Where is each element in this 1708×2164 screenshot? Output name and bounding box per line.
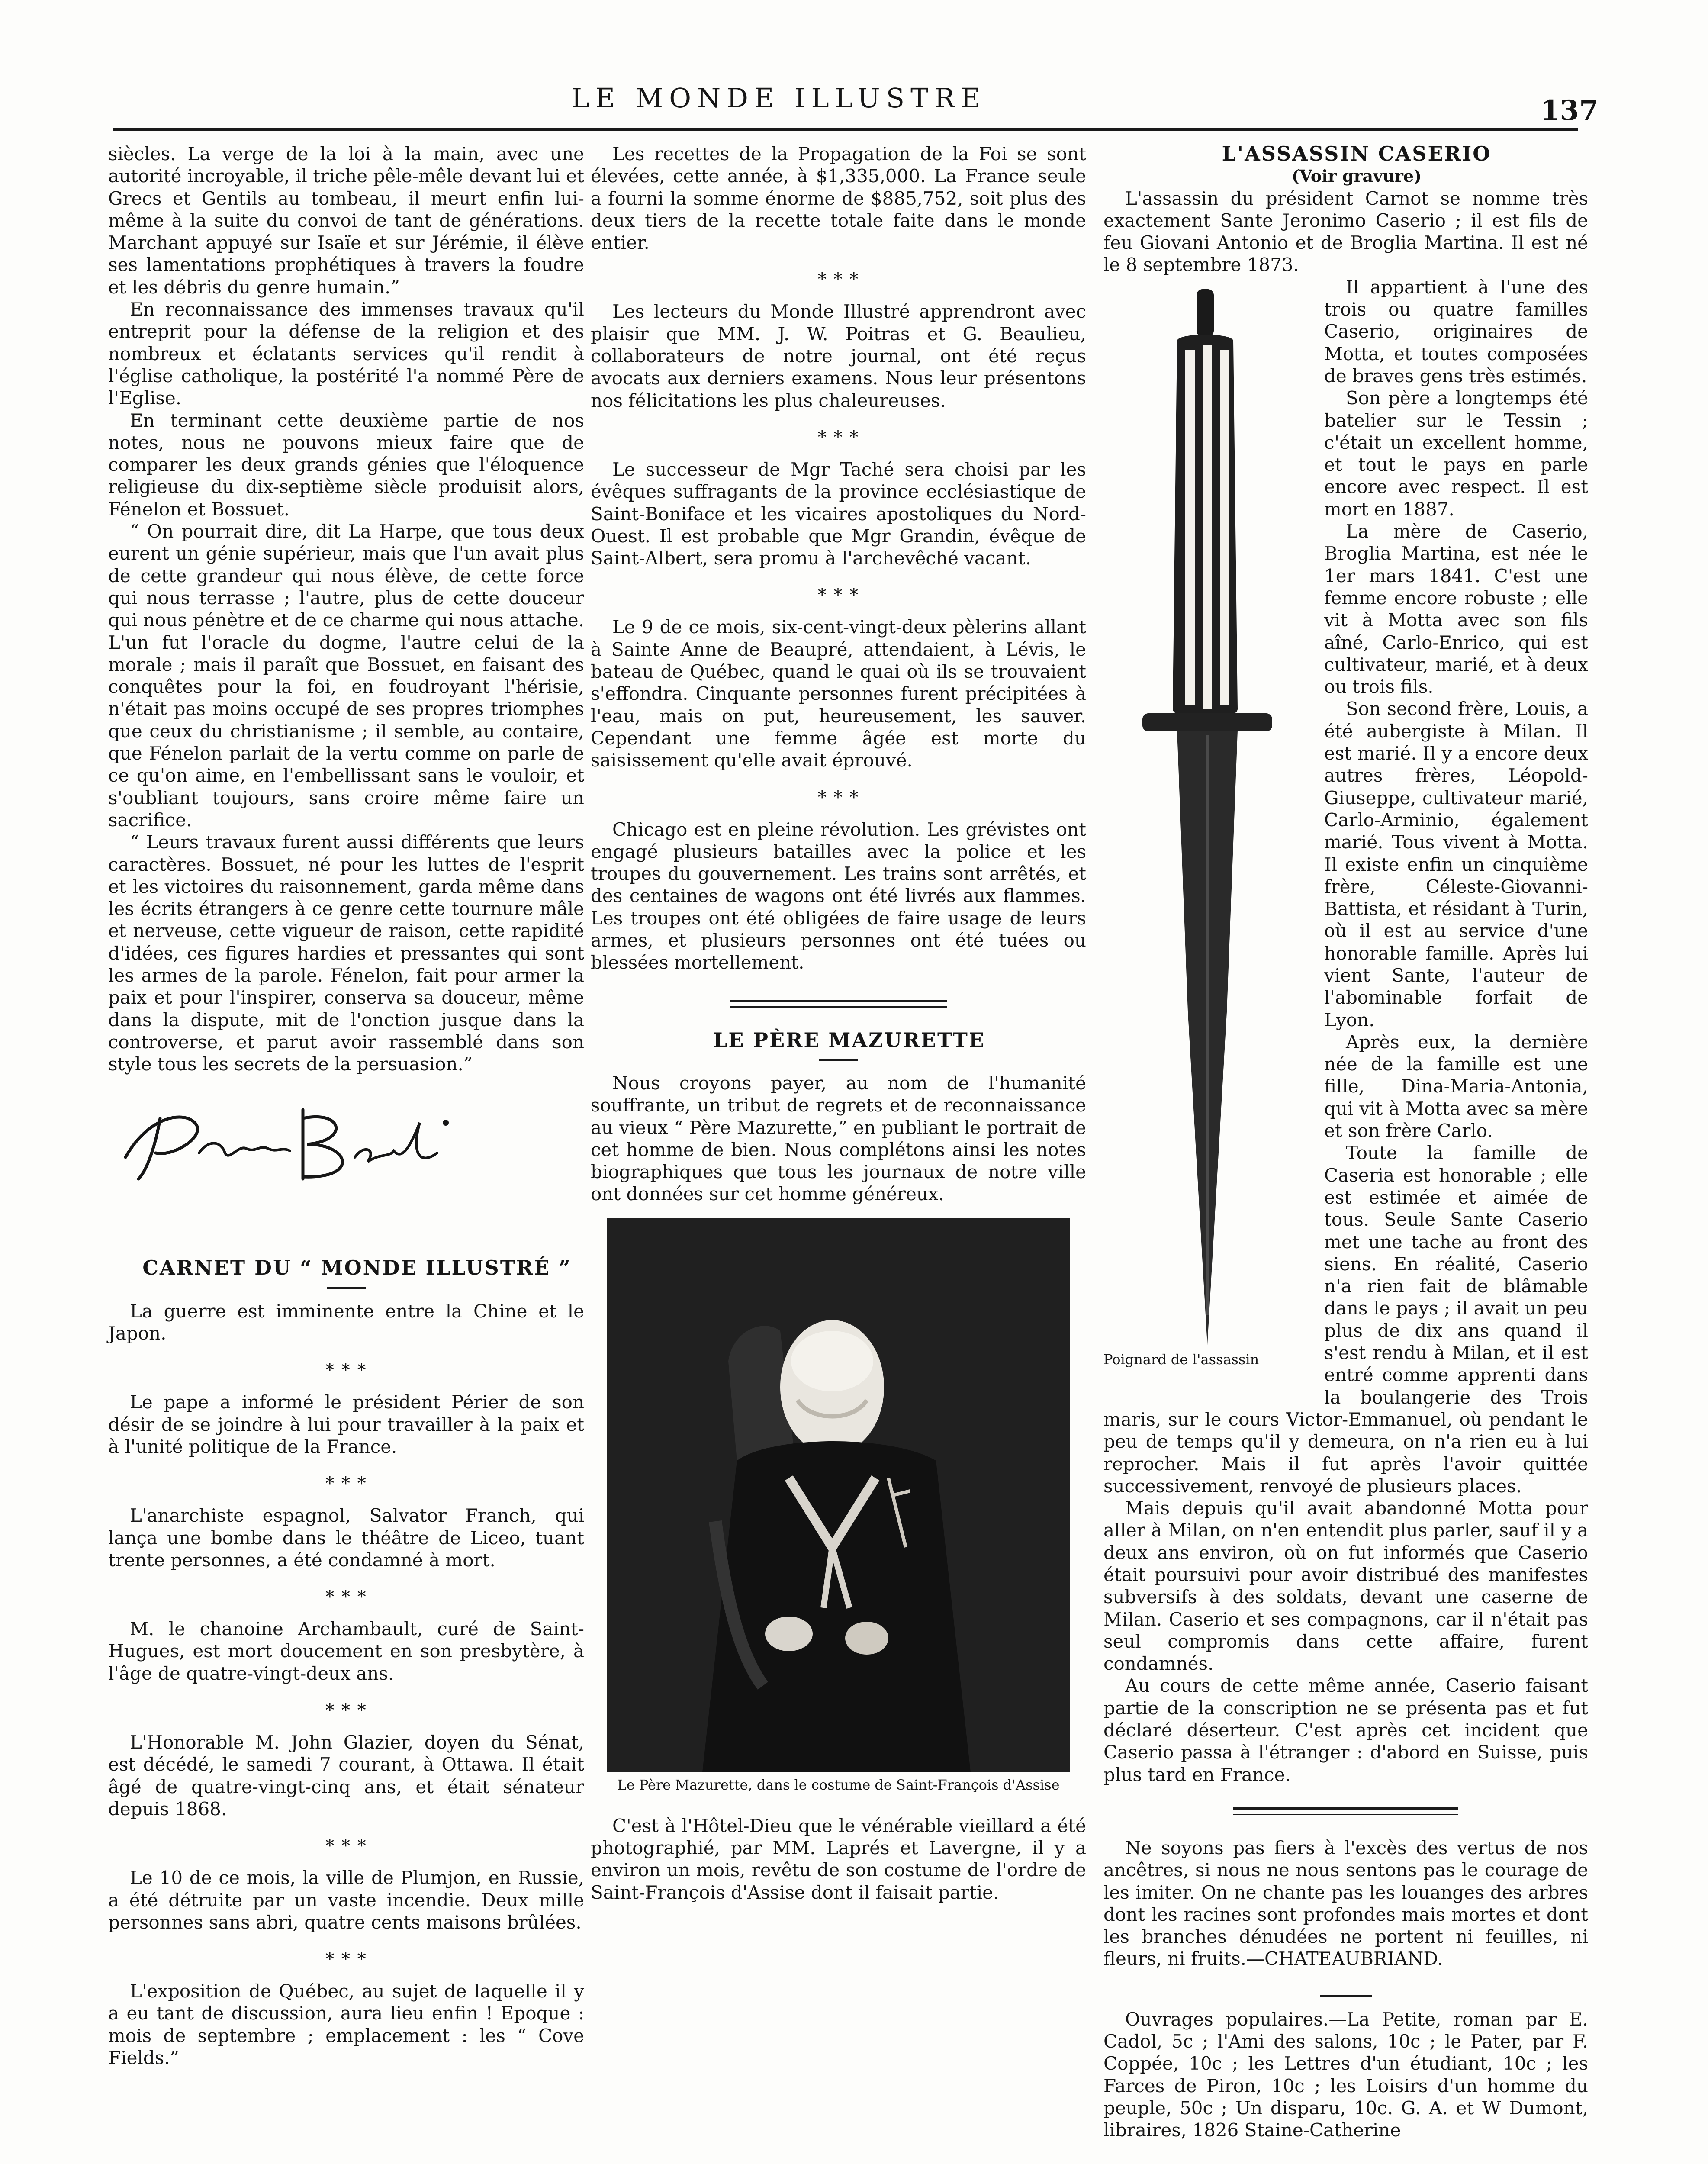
signature: [108, 1092, 584, 1192]
section-divider: [730, 1000, 947, 1008]
asterism: * * *: [325, 1587, 367, 1607]
column-2: [591, 143, 1086, 1903]
news-item: Les recettes de la Propagation de la Foi se sont élevées, cette année, à $1,335,000. La France seule a fourni la somme énorme de $885,752, soit plus des deux tiers de la recette totale faite dans le monde entier.: [591, 143, 1086, 254]
news-item: Chicago est en pleine révolution. Les grévistes ont engagé plusieurs batailles avec la police et les troupes du gouvernement. Les trains sont arrêtés, et des centaines de wagons ont été livrés aux flammes. Les troupes ont été obligées de faire usage de leurs armes, et plusieurs personnes ont été tuées ou blessées mortellement.: [591, 818, 1086, 973]
page-number: 137: [1541, 94, 1599, 127]
carnet-item: Le pape a informé le président Périer de son désir de se joindre à lui pour travailler à la paix et à l'unité politique de la France.: [108, 1391, 584, 1457]
divider: [327, 1287, 366, 1289]
chateaubriand-quote: Ne soyons pas fiers à l'excès des vertus de nos ancêtres, si nous ne nous sentons pas le courage de les imiter. On ne chante pas les louanges des arbres dont les racines sont profondes mais mortes et dont les branches dénudées ne portent ni feuilles, ni fleurs, ni fruits.—CHATEAUBRIAND.: [1103, 1837, 1588, 1970]
asterism: * * *: [325, 1836, 367, 1856]
header-rule: [113, 128, 1578, 131]
asterism: * * *: [817, 270, 859, 290]
running-title: LE MONDE ILLUSTRE: [571, 82, 987, 114]
photo-caption: Le Père Mazurette, dans le costume de Saint-François d'Assise: [617, 1776, 1060, 1793]
article-paragraph: Son second frère, Louis, a été aubergiste à Milan. Il est marié. Il y a encore deux autres frères, Léopold-Giuseppe, cultivateur marié, Carlo-Arminio, également marié. Tous vivent à Motta. Il existe enfin un cinquième frère, Céleste-Giovanni-Battista, et résidant à Turin, où il est au service d'une honorable famille. Après lui vient Sante, l'auteur de l'abominable forfait de Lyon.: [1324, 698, 1588, 1030]
article-paragraph: Au cours de cette même année, Caserio faisant partie de la conscription ne se présenta pas et fut déclaré déserteur. C'est après cet incident que Caserio passa à l'étranger : d'abord en Suisse, puis plus tard en France.: [1103, 1675, 1588, 1785]
mazurette-heading: LE PÈRE MAZURETTE: [713, 1028, 985, 1052]
section-divider: [1233, 1807, 1458, 1815]
column-3: [1103, 143, 1588, 2141]
carnet-item: Le 10 de ce mois, la ville de Plumjon, en Russie, a été détruite par un vaste incendie. Deux mille personnes sans abri, quatre cents maisons brûlées.: [108, 1867, 584, 1933]
article-paragraph: Son père a longtemps été batelier sur le Tessin ; c'était un excellent homme, et tout le pays en parle encore avec respect. Il est mort en 1887.: [1324, 387, 1588, 520]
dagger-icon: [1103, 276, 1316, 1358]
asterism: * * *: [325, 1360, 367, 1381]
dagger-caption: Poignard de l'assassin: [1103, 1351, 1259, 1368]
signature-graphic: [108, 1092, 454, 1192]
article-paragraph: Après eux, la dernière née de la famille est une fille, Dina-Maria-Antonia, qui vit à Motta avec sa mère et son frère Carlo.: [1324, 1031, 1588, 1142]
asterism: * * *: [325, 1949, 367, 1970]
asterism: * * *: [325, 1700, 367, 1721]
divider: [1320, 1995, 1372, 1997]
asterism: * * *: [325, 1474, 367, 1494]
carnet-item: L'exposition de Québec, au sujet de laquelle il y a eu tant de discussion, aura lieu enfin ! Epoque : mois de septembre ; emplacement : les “ Cove Fields.”: [108, 1980, 584, 2068]
article-paragraph: En reconnaissance des immenses travaux qu'il entreprit pour la défense de la religion et des nombreux et éclatants services qu'il rendit à l'église catholique, la postérité l'a nommé Père de l'Eglise.: [108, 299, 584, 409]
asterism: * * *: [817, 787, 859, 808]
news-item: Le successeur de Mgr Taché sera choisi par les évêques suffragants de la province ecclésiastique de Saint-Boniface et les vicaires apostoliques du Nord-Ouest. Il est probable que Mgr Grandin, évêque de Saint-Albert, sera promu à l'archevêché vacant.: [591, 458, 1086, 569]
carnet-item: L'Honorable M. John Glazier, doyen du Sénat, est décédé, le samedi 7 courant, à Ottawa. Il était âgé de quatre-vingt-cinq ans, et était sénateur depuis 1868.: [108, 1732, 584, 1819]
column-1: [108, 143, 584, 2069]
portrait-photo: [607, 1218, 1070, 1772]
article-paragraph: En terminant cette deuxième partie de nos notes, nous ne pouvons mieux faire que de comparer les deux grands génies que l'éloquence religieuse du dix-septième siècle produisit alors, Fénelon et Bossuet.: [108, 409, 584, 520]
asterism: * * *: [817, 585, 859, 605]
article-paragraph: “ Leurs travaux furent aussi différents que leurs caractères. Bossuet, né pour les luttes de l'esprit et les victoires du raisonnement, garda même dans les écrits étrangers à ce genre cette tournure mâle et nerveuse, cette vigueur de raison, cette rapidité d'idées, ces figures hardies et pressantes qui sont les armes de la parole. Fénelon, fait pour armer la paix et pour l'inspirer, conserva sa douceur, même dans la dispute, mit de l'onction jusque dans la controverse, et parut avoir rassemblé dans son style tous les secrets de la persuasion.”: [108, 831, 584, 1075]
article-paragraph: “ On pourrait dire, dit La Harpe, que tous deux eurent un génie supérieur, mais que l'un avait plus de cette grandeur qui nous élève, de cette force qui nous terrasse ; l'autre, plus de cette douceur qui nous pénètre et de ce charme qui nous attache. L'un fut l'oracle du dogme, l'autre celui de la morale ; mais il paraît que Bossuet, en faisant des conquêtes pour la foi, en foudroyant l'hérisie, n'était pas moins occupé de ses propres triomphes que ceux du christianisme ; il semble, au contaire, que Fénelon parlait de la vertu comme on parle de ce qu'on aime, en l'embellissant sans le vouloir, et s'oubliant toujours, sans croire même faire un sacrifice.: [108, 521, 584, 831]
caserio-heading: L'ASSASSIN CASERIO: [1222, 142, 1492, 165]
carnet-heading: CARNET DU “ MONDE ILLUSTRÉ ”: [142, 1256, 572, 1280]
asterism: * * *: [817, 427, 859, 448]
ouvrages-populaires: Ouvrages populaires.—La Petite, roman par E. Cadol, 5c ; l'Ami des salons, 10c ; le Pater, par F. Coppée, 10c ; les Lettres d'un étudiant, 10c ; les Farces de Piron, 10c ; les Loisirs d'un homme du peuple, 50c ; Un disparu, 10c. G. A. et W Dumont, libraires, 1826 Staine-Catherine: [1103, 2008, 1588, 2141]
carnet-item: La guerre est imminente entre la Chine et le Japon.: [108, 1300, 584, 1344]
news-item: Le 9 de ce mois, six-cent-vingt-deux pèlerins allant à Sainte Anne de Beaupré, attendaient, à Lévis, le bateau de Québec, quand le quai où ils se trouvaient s'effondra. Cinquante personnes furent précipitées à l'eau, mais on put, heureusement, les sauver. Cependant une femme âgée est morte du saisissement qu'elle avait éprouvé.: [591, 616, 1086, 771]
article-paragraph: La mère de Caserio, Broglia Martina, est née le 1er mars 1841. C'est une femme encore robuste ; elle vit à Motta avec son fils aîné, Carlo-Enrico, qui est cultivateur, marié, et à deux ou trois fils.: [1324, 521, 1588, 698]
divider: [819, 1059, 858, 1061]
article-paragraph: Il appartient à l'une des trois ou quatre familles Caserio, originaires de Motta, et toutes composées de braves gens très estimés.: [1324, 276, 1588, 386]
caserio-subheading: (Voir gravure): [1291, 166, 1422, 186]
news-item: Les lecteurs du Monde Illustré apprendront avec plaisir que MM. J. W. Poitras et G. Beaulieu, collaborateurs de notre journal, ont été reçus avocats aux derniers examens. Nous leur présentons nos félicitations les plus chaleureuses.: [591, 301, 1086, 411]
dagger-illustration: [1103, 276, 1316, 1393]
carnet-item: M. le chanoine Archambault, curé de Saint-Hugues, est mort doucement en son presbytère, à l'âge de quatre-vingt-deux ans.: [108, 1618, 584, 1684]
carnet-item: L'anarchiste espagnol, Salvator Franch, qui lança une bombe dans le théâtre de Liceo, tuant trente personnes, a été condamné à mort.: [108, 1505, 584, 1571]
article-paragraph: siècles. La verge de la loi à la main, avec une autorité incroyable, il triche pêle-mêle devant lui et Grecs et Gentils au tombeau, il meurt enfin lui-même à la suite du convoi de tant de générations. Marchant appuyé sur Isaïe et sur Jérémie, il élève ses lamentations prophétiques à travers la foudre et les débris du genre humain.”: [108, 143, 584, 298]
portrait-image: [607, 1218, 1070, 1772]
caserio-intro: L'assassin du président Carnot se nomme très exactement Sante Jeronimo Caserio ; il est fils de feu Giovani Antonio et de Broglia Martina. Il est né le 8 septembre 1873.: [1103, 187, 1588, 276]
article-paragraph: Mais depuis qu'il avait abandonné Motta pour aller à Milan, on n'en entendit plus parler, sauf il y a deux ans environ, où on fut informés que Caserio était poursuivi pour avoir distribué des manifestes subversifs à des soldats, devant une caserne de Milan. Caserio et ses compagnons, car il n'était pas seul compromis dans cette affaire, furent condamnés.: [1103, 1497, 1588, 1675]
mazurette-ending: C'est à l'Hôtel-Dieu que le vénérable vieillard a été photographié, par MM. Laprés et Lavergne, il y a environ un mois, revêtu de son costume de l'ordre de Saint-François d'Assise dont il faisait partie.: [591, 1815, 1086, 1903]
mazurette-intro: Nous croyons payer, au nom de l'humanité souffrante, un tribut de regrets et de reconnaissance au vieux “ Père Mazurette,” en publiant le portrait de cet homme de bien. Nous complétons ainsi les notes biographiques que tous les journaux de notre ville ont données sur cet homme généreux.: [591, 1072, 1086, 1205]
article-paragraph: Toute la famille de Caseria est honorable ; elle est estimée et aimée de tous. Seule Sante Caserio met une tache au front des siens. En réalité, Caserio n'a rien fait de blâmable dans le pays ; il avait un peu plus de dix ans quand il s'est rendu à Milan, et il est entré comme apprenti dans la boulangerie des Trois maris, sur le cours Victor-Emmanuel, où pendant le peu de temps qu'il y demeura, on n'a rien eu à lui reprocher. Mais il fut après l'avoir quittée successivement, renvoyé de plusieurs places.: [1103, 1142, 1588, 1497]
